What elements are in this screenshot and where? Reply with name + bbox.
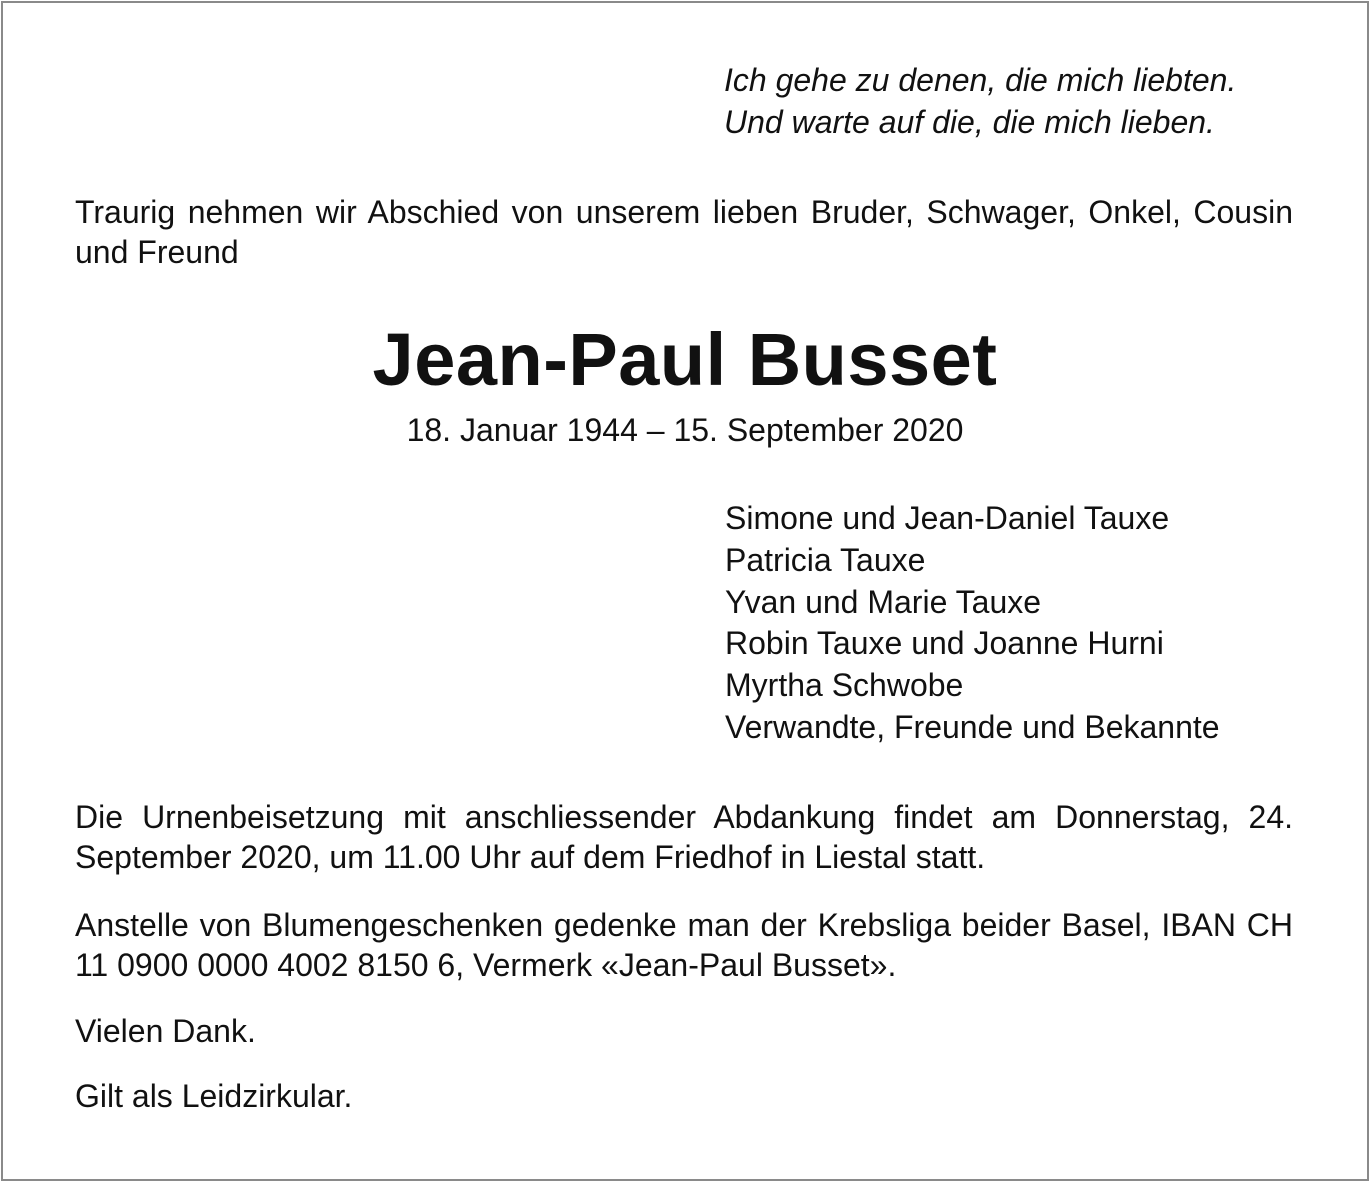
circular-note: Gilt als Leidzirkular. [75, 1078, 353, 1114]
mourner-item: Simone und Jean-Daniel Tauxe [725, 500, 1170, 536]
mourners-list [725, 498, 1220, 749]
mourner-item: Myrtha Schwobe [725, 667, 964, 704]
life-dates: 18. Januar 1944 – 15. September 2020 [406, 412, 964, 448]
motto-line-2: Und warte auf die, die mich lieben. [724, 104, 1215, 140]
donation-info [75, 905, 1293, 985]
donation-line-1: Anstelle von Blumengeschenken gedenke man der Krebsliga beider Basel, [75, 907, 1151, 943]
motto-quote [724, 59, 1236, 143]
donation-line-2: IBAN CH 11 0900 0000 4002 8150 6, Vermerk «Jean-Paul Busset». [75, 907, 1294, 983]
mourner-item: Yvan und Marie Tauxe [725, 583, 1042, 620]
intro-text: Traurig nehmen wir Abschied von unserem lieben Bruder, Schwager, Onkel, Cousin und Freund [75, 194, 1293, 270]
thanks-text: Vielen Dank. [75, 1013, 256, 1049]
mourner-item: Robin Tauxe und Joanne Hurni [725, 625, 1164, 662]
mourner-item: Verwandte, Freunde und Bekannte [725, 708, 1220, 745]
ceremony-info: Die Urnenbeisetzung mit anschliessender Abdankung findet am Donnerstag, 24. September 2020, um 11.00 Uhr auf dem Friedhof in Liestal statt. [75, 799, 1293, 875]
motto-line-1: Ich gehe zu denen, die mich liebten. [724, 62, 1237, 98]
deceased-name: Jean-Paul Busset [372, 318, 998, 401]
mourner-item: Patricia Tauxe [725, 541, 926, 578]
